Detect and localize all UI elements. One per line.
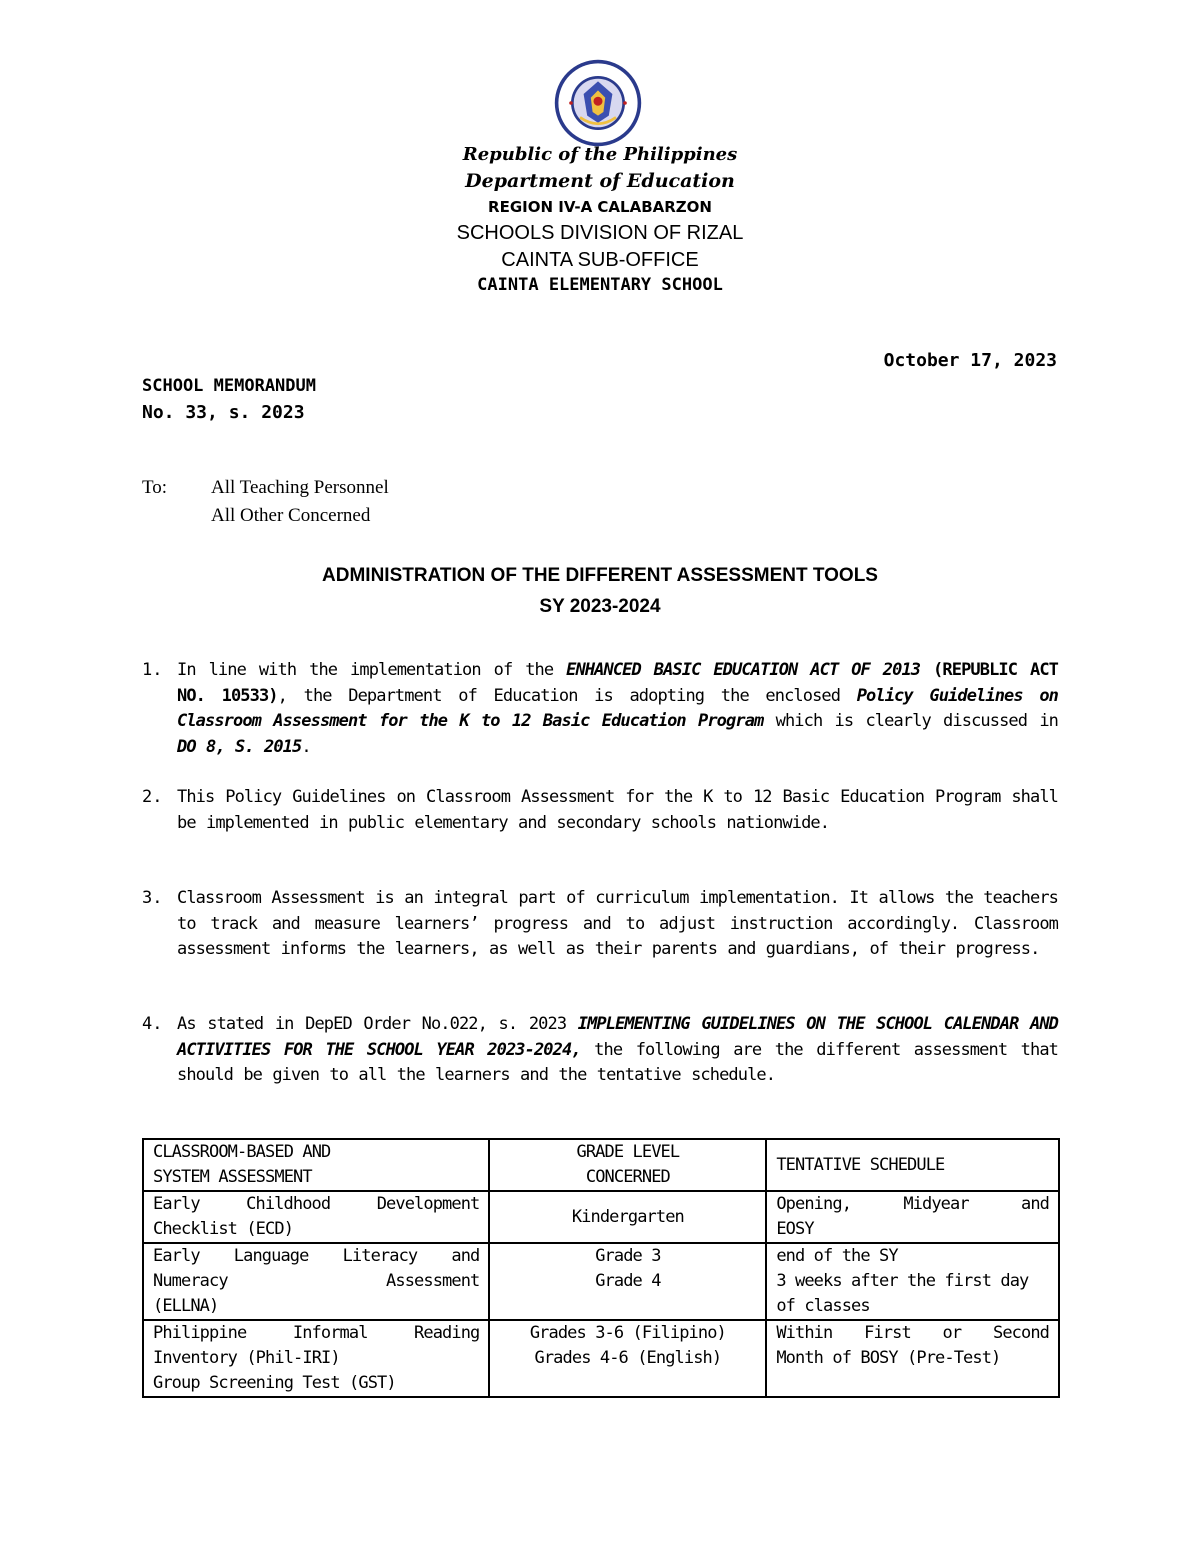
- cell-text: Grade 4: [595, 1271, 661, 1291]
- cell-text: Month of BOSY (Pre-Test): [776, 1348, 1001, 1368]
- cell-text: Grades 4-6 (English): [534, 1348, 722, 1368]
- text-run: In line with the implementation of the: [177, 660, 567, 680]
- subject-line-1: ADMINISTRATION OF THE DIFFERENT ASSESSMENT TOOLS: [322, 565, 878, 586]
- table-row: [143, 1243, 1059, 1320]
- cell-text: EOSY: [776, 1219, 814, 1239]
- table-row: [143, 1320, 1059, 1397]
- text-run: the following are the different assessment that should be given to all the learners and the tentative schedule.: [177, 1039, 1059, 1085]
- cell-text: Within First or Second: [776, 1323, 1049, 1343]
- cell-assessment: [143, 1320, 489, 1397]
- subject-line-2: SY 2023-2024: [539, 596, 661, 617]
- cell-grade: [489, 1191, 766, 1243]
- cell-text: Group Screening Test (GST): [153, 1373, 396, 1393]
- cell-text: Inventory (Phil-IRI): [153, 1348, 340, 1368]
- header-school: CAINTA ELEMENTARY SCHOOL: [477, 275, 723, 295]
- assessment-table: [142, 1138, 1060, 1398]
- cell-text: Grades 3-6 (Filipino): [529, 1323, 726, 1343]
- paragraph-3: [142, 886, 1058, 963]
- cell-text: end of the SY: [776, 1246, 898, 1266]
- guidelines-title: IMPLEMENTING GUIDELINES ON THE SCHOOL CALENDAR AND ACTIVITIES FOR THE SCHOOL YEAR 2023-2024,: [177, 1014, 1059, 1060]
- text-run: , the Department of Education is adopting the enclosed: [277, 685, 857, 706]
- cell-assessment: [143, 1243, 489, 1320]
- header-division: SCHOOLS DIVISION OF RIZAL: [456, 222, 744, 244]
- cell-schedule: [766, 1320, 1059, 1397]
- recipient-line: All Other Concerned: [211, 505, 371, 526]
- deped-order-ref: DO 8, S. 2015: [177, 736, 302, 757]
- cell-text: Philippine Informal Reading: [153, 1323, 480, 1343]
- cell-text: Checklist (ECD): [153, 1219, 294, 1239]
- memo-date: October 17, 2023: [883, 350, 1057, 371]
- table-header-row: [143, 1139, 1059, 1191]
- deped-seal: [553, 58, 643, 148]
- header-text: CONCERNED: [585, 1167, 670, 1187]
- cell-text: Early Language Literacy and: [153, 1246, 480, 1266]
- cell-text: of classes: [776, 1296, 870, 1316]
- header-department: Department of Education: [465, 170, 735, 192]
- cell-text: Grade 3: [595, 1246, 661, 1266]
- cell-text: 3 weeks after the first day: [776, 1271, 1029, 1291]
- text-run: which is clearly discussed in: [763, 711, 1058, 731]
- law-title: ENHANCED BASIC EDUCATION ACT OF 2013: [566, 660, 921, 680]
- cell-schedule: [766, 1243, 1059, 1320]
- cell-grade: [489, 1320, 766, 1397]
- cell-text: Kindergarten: [571, 1206, 684, 1227]
- paragraph-text: [177, 1012, 1058, 1089]
- cell-text: Early Childhood Development: [153, 1194, 480, 1214]
- memo-number: No. 33, s. 2023: [142, 402, 305, 423]
- paragraph-2: [142, 785, 1058, 836]
- header-cell-grade: [489, 1139, 766, 1191]
- paragraph-1: [142, 658, 1058, 760]
- cell-schedule: [766, 1191, 1059, 1243]
- text-run: .: [301, 736, 311, 757]
- recipient-line: All Teaching Personnel: [211, 477, 389, 498]
- recipients-label: To:: [142, 477, 168, 498]
- memo-title: SCHOOL MEMORANDUM: [142, 376, 316, 396]
- paragraph-number: 3.: [142, 888, 163, 908]
- paragraph-number: 2.: [142, 787, 163, 807]
- header-region: REGION IV-A CALABARZON: [488, 198, 712, 216]
- cell-text: Opening, Midyear and: [776, 1194, 1049, 1214]
- republic-act: (REPUBLIC ACT NO. 10533): [177, 660, 1058, 706]
- policy-title: Policy Guidelines on Classroom Assessment for the K to 12 Basic Education Program: [177, 685, 1059, 731]
- cell-text: Numeracy Assessment: [153, 1271, 480, 1291]
- cell-grade: [489, 1243, 766, 1320]
- cell-text: (ELLNA): [153, 1296, 219, 1316]
- paragraph-text: [177, 658, 1058, 760]
- paragraph-4: [142, 1012, 1058, 1089]
- header-cell-assessment: [143, 1139, 489, 1191]
- header-text: SYSTEM ASSESSMENT: [153, 1167, 312, 1187]
- paragraph-text: Classroom Assessment is an integral part of curriculum implementation. It allows the teachers to track and measure learners’ progress and to adjust instruction accordingly. Classroom assessment informs the learners, as well as their parents and guardians, of their progress.: [177, 888, 1058, 959]
- paragraph-number: 4.: [142, 1014, 163, 1034]
- paragraph-text: This Policy Guidelines on Classroom Assessment for the K to 12 Basic Education Program shall be implemented in public elementary and secondary schools nationwide.: [177, 787, 1058, 833]
- table-row: [143, 1191, 1059, 1243]
- text-run: As stated in DepED Order No.022, s. 2023: [177, 1014, 578, 1034]
- header-text: CLASSROOM-BASED AND: [153, 1142, 331, 1162]
- header-suboffice: CAINTA SUB-OFFICE: [501, 249, 699, 271]
- header-cell-schedule: [766, 1139, 1059, 1191]
- header-republic: Republic of the Philippines: [462, 144, 738, 165]
- header-text: GRADE LEVEL: [576, 1142, 680, 1162]
- cell-assessment: [143, 1191, 489, 1243]
- paragraph-number: 1.: [142, 660, 163, 680]
- header-text: TENTATIVE SCHEDULE: [776, 1154, 945, 1175]
